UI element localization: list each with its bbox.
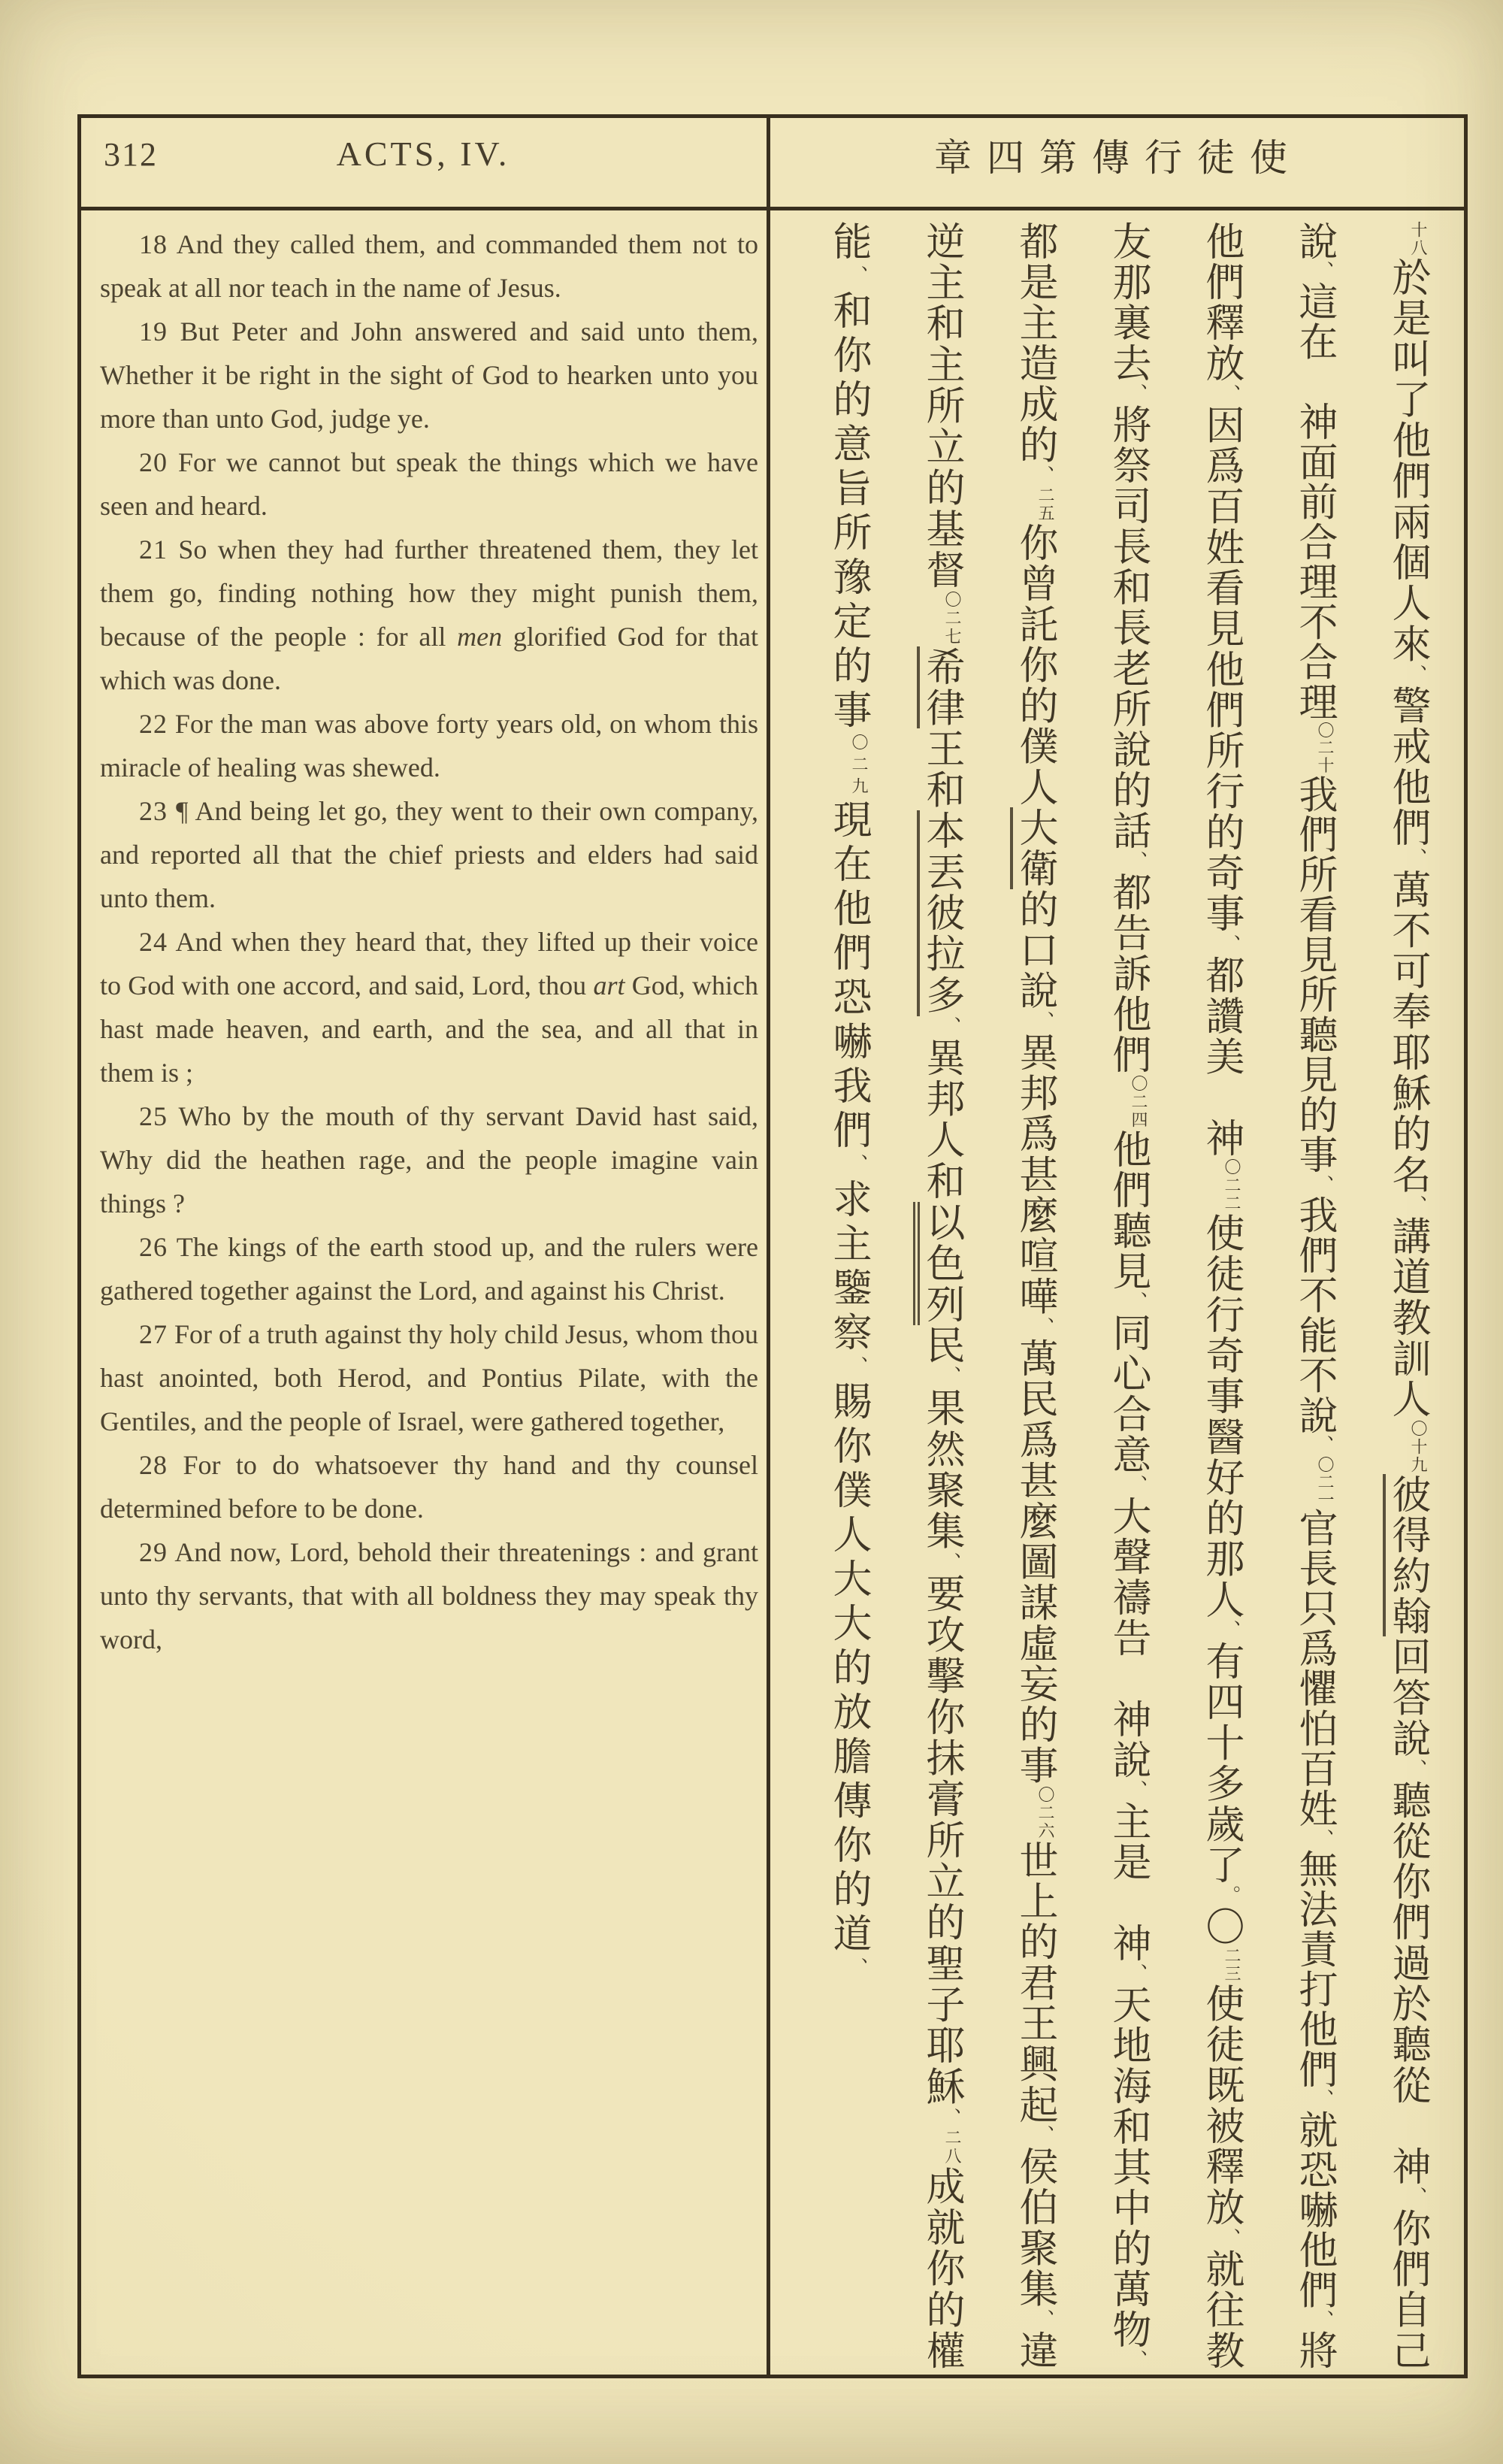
verse-19: 19 But Peter and John answered and said unto them, Whether it be right in the sight of God to hearken unto you more than unto God, judge ye. — [100, 316, 758, 434]
header-rule — [77, 207, 1468, 210]
column-divider — [767, 114, 770, 2375]
verse-23: 23 ¶ And being let go, they went to their own company, and reported all that the chief priests and elders had said unto them. — [100, 796, 758, 913]
chinese-column-1: 十八於是叫了他們兩個人來、警戒他們、萬不可奉耶穌的名、講道教訓人〇十九彼得約翰回答說、聽從你們過於聽從 神、你們自己 — [1360, 221, 1453, 2369]
chinese-column-3: 他們釋放、因爲百姓看見他們所行的奇事、都讚美 神〇二二使徒行奇事醫好的那人、有四十多歲了。〇二三使徒既被釋放、就往教 — [1199, 221, 1242, 2370]
page-title-english: ACTS, IV. — [336, 135, 510, 173]
english-text-column — [100, 222, 758, 1661]
chinese-column-5: 都是主造成的、二五你曾託你的僕人大衛的口說、異邦爲甚麼喧嘩、萬民爲甚麼圖謀虛妄的事〇二六世上的君王興起、侯伯聚集、違 — [987, 221, 1081, 2369]
chinese-column-6: 逆主和主所立的基督〇二七希律王和本丟彼拉多、異邦人和以色列民、果然聚集、要攻擊你抹膏所立的聖子耶穌、二八成就你的權 — [894, 221, 987, 2369]
page-number: 312 — [104, 136, 158, 173]
verse-25: 25 Who by the mouth of thy servant David hast said, Why did the heathen rage, and the people imagine vain things ? — [100, 1101, 758, 1218]
verse-24: 24 And when they heard that, they lifted up their voice to God with one accord, and said, Lord, thou art God, which hast made heaven, and earth, and the sea, and all that in them is ; — [100, 927, 759, 1088]
verse-22: 22 For the man was above forty years old, on whom this miracle of healing was shewed. — [100, 709, 758, 782]
page-header — [77, 114, 1468, 207]
verse-18: 18 And they called them, and commanded them not to speak at all nor teach in the name of Jesus. — [100, 229, 758, 303]
page-title-chinese: 章四第傳行徒使 — [934, 137, 1302, 179]
chinese-column-4: 友那裏去、將祭司長和長老所說的話、都告訴他們〇二四他們聽見、同心合意、大聲禱告 神說、主是 神、天地海和其中的萬物、 — [1106, 221, 1149, 2369]
verse-20: 20 For we cannot but speak the things which we have seen and heard. — [100, 447, 758, 521]
chinese-column-7: 能、和你的意旨所豫定的事〇二九現在他們恐嚇我們、求主鑒察、賜你僕人大大的放膽傳你的道、 — [827, 221, 869, 1982]
chinese-text-column — [783, 221, 1453, 2369]
verse-27: 27 For of a truth against thy holy child Jesus, whom thou hast anointed, both Herod, and Pontius Pilate, with the Gentiles, and the people of Israel, were gathered together, — [100, 1319, 758, 1436]
verse-28: 28 For to do whatsoever thy hand and thy counsel determined before to be done. — [100, 1450, 758, 1524]
chinese-column-2: 說、這在 神面前合理不合理〇二十我們所看見所聽見的事、我們不能不說、〇二一官長只爲懼怕百姓、無法責打他們、就恐嚇他們、將 — [1293, 221, 1335, 2370]
verse-29: 29 And now, Lord, behold their threatenings : and grant unto thy servants, that with all boldness they may speak thy word, — [100, 1537, 758, 1654]
verse-21: 21 So when they had further threatened them, they let them go, finding nothing how they might punish them, because of the people : for all men glorified God for that which was done. — [100, 534, 759, 695]
verse-26: 26 The kings of the earth stood up, and the rulers were gathered together against the Lord, and against his Christ. — [100, 1232, 758, 1306]
